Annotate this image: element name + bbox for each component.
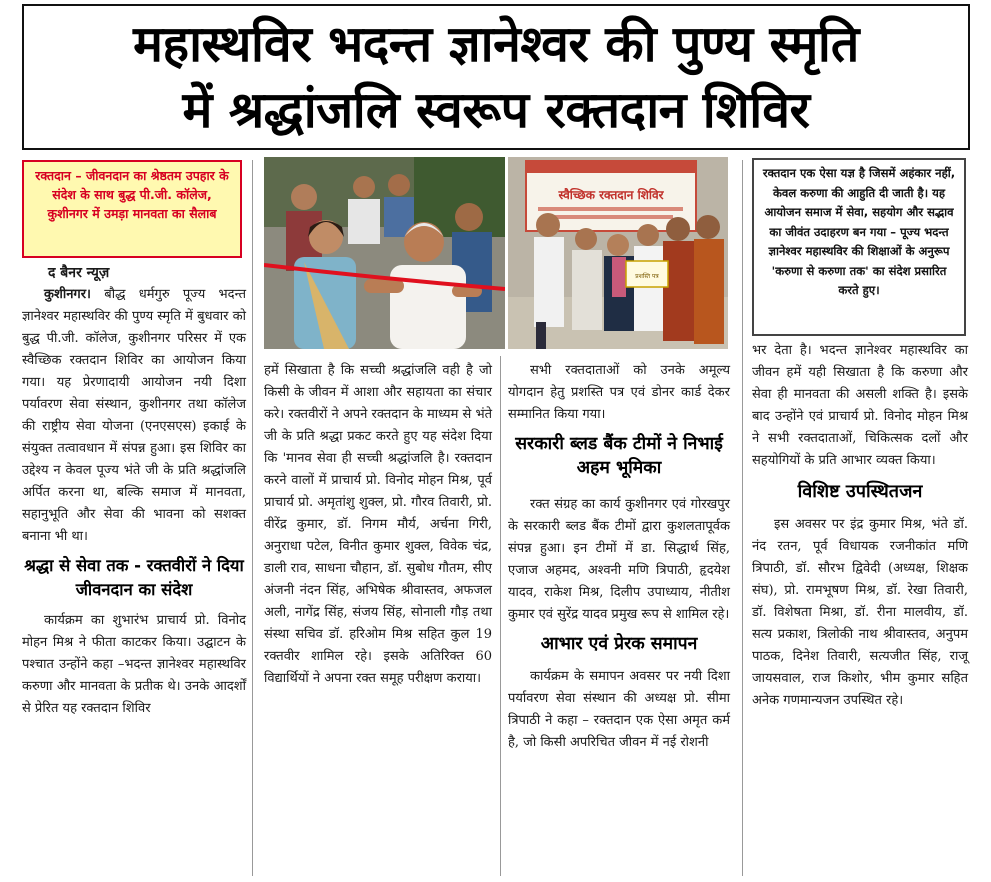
ribbon-cutting-photo (264, 157, 505, 349)
headline-box (22, 4, 970, 150)
column-4-para-1: भर देता है। भदन्त ज्ञानेश्वर महास्थविर का जीवन हमें यही सिखाता है कि करुणा और सेवा ही मानवता की असली शक्ति है। इसके बाद उन्होंने एवं प्राचार्य प्रो. विनोद मोहन मिश्र ने सभी रक्तदाताओं, चिकित्सक दलों और सहयोगियों के प्रति आभार व्यक्त किया। (752, 343, 968, 468)
column-3-para-3: कार्यक्रम के समापन अवसर पर नयी दिशा पर्यावरण सेवा संस्थान की अध्यक्ष प्रो. सीमा त्रिपाठी ने कहा – रक्तदान एक ऐसा अमृत कर्म है, जो किसी अपरिचित जीवन में नई रोशनी (508, 669, 730, 750)
certificate-text: प्रशस्ति पत्र (635, 273, 659, 280)
column-1-para-2: कार्यक्रम का शुभारंभ प्राचार्य प्रो. विनोद मोहन मिश्र ने फीता काटकर किया। उद्घाटन के पश्चात उन्होंने कहा –भदन्त ज्ञानेश्वर महास्थविर करुणा और मानवता के प्रतीक थे। उनके आदर्शों से प्रेरित यह रक्तदान शिविर (22, 613, 246, 716)
quote-box (752, 158, 966, 336)
column-4-para-2: इस अवसर पर इंद्र कुमार मिश्र, भंते डॉ. नंद रतन, पूर्व विधायक रजनीकांत मणि त्रिपाठी, डॉ. सौरभ द्विवेदी (अध्यक्ष, शिक्षक संघ), प्रो. रामभूषण मिश्र, डॉ. रेखा तिवारी, डॉ. विशेषता मिश्रा, डॉ. रीना मालवीय, डॉ. सत्य प्रकाश, त्रिलोकी नाथ श्रीवास्तव, अनुपम पाठक, दिनेश तिवारी, सत्यजीत सिंह, राजू जायसवाल, राज किशोर, भीम कुमार सहित अनेक गणमान्यजन उपस्थित रहे। (752, 517, 968, 708)
headline-line-1: महास्थविर भदन्त ज्ञानेश्वर की पुण्य स्मृति (133, 15, 859, 73)
column-3-para-2: रक्त संग्रह का कार्य कुशीनगर एवं गोरखपुर के सरकारी ब्लड बैंक टीमों द्वारा कुशलतापूर्वक संपन्न हुआ। इन टीमों में डा. सिद्धार्थ सिंह, एजाज अहमद, अश्वनी मणि त्रिपाठी, हृदयेश यादव, राकेश मिश्र, दिलीप उपाध्याय, नीतीश कुमार एवं सुरेंद्र यादव प्रमुख रूप से शामिल रहे। (508, 497, 730, 622)
column-3-para-1: सभी रक्तदाताओं को उनके अमूल्य योगदान हेतु प्रशस्ति पत्र एवं डोनर कार्ड देकर सम्मानित किया गया। (508, 363, 730, 422)
column-rule (500, 356, 501, 876)
certificate-presentation-photo (508, 157, 728, 349)
column-2 (264, 360, 492, 690)
subheadline-text: रक्तदान – जीवनदान का श्रेष्ठतम उपहार के संदेश के साथ बुद्ध पी.जी. कॉलेज, कुशीनगर में उमड़ा मानवता का सैलाब (35, 168, 229, 221)
column-4-heading: विशिष्ट उपस्थितजन (797, 481, 923, 502)
quote-text: रक्तदान एक ऐसा यज्ञ है जिसमें अहंकार नहीं, केवल करुणा की आहुति दी जाती है। यह आयोजन समाज में सेवा, सहयोग और सद्भाव का जीवंत उदाहरण बन गया – पूज्य भदन्त ज्ञानेश्वर महास्थविर की शिक्षाओं के अनुरूप 'करुणा से करुणा तक' का संदेश प्रसारित करते हुए। (762, 166, 956, 297)
column-rule (742, 160, 743, 876)
column-1-para-1 (22, 284, 246, 548)
column-4 (752, 340, 968, 712)
column-1-heading: श्रद्धा से सेवा तक - रक्तवीरों ने दिया जीवनदान का संदेश (24, 556, 244, 599)
column-1-para-1-text: बौद्ध धर्मगुरु पूज्य भदन्त ज्ञानेश्वर महास्थविर की पुण्य स्मृति में बुधवार को बुद्ध पी.जी. कॉलेज, कुशीनगर परिसर में एक स्वैच्छिक रक्तदान शिविर का आयोजन किया गया। यह प्रेरणादायी आयोजन नयी दिशा पर्यावरण सेवा संस्थान, कुशीनगर तथा कॉलेज की राष्ट्रीय सेवा योजना (एनएसएस) इकाई के संयुक्त तत्वावधान में संपन्न हुआ। इस शिविर का उद्देश्य न केवल पूज्य भंते जी के प्रति श्रद्धांजलि अर्पित करना था, बल्कि समाज में मानवता, सहानुभूति और सेवा की भावना को सशक्त बनाना भी था। (22, 287, 246, 544)
banner-title: स्वैच्छिक रक्तदान शिविर (558, 188, 664, 202)
column-3-heading-2: आभार एवं प्रेरक समापन (540, 634, 698, 654)
byline: द बैनर न्यूज़ (48, 265, 110, 281)
subheadline-box (22, 160, 242, 258)
column-1 (22, 262, 246, 720)
headline-line-2: में श्रद्धांजलि स्वरूप रक्तदान शिविर (182, 81, 810, 139)
column-3 (508, 360, 730, 754)
dateline: कुशीनगर। (44, 287, 91, 302)
column-3-heading-1: सरकारी ब्लड बैंक टीमों ने निभाई अहम भूमिका (515, 434, 723, 478)
column-2-text: हमें सिखाता है कि सच्ची श्रद्धांजलि वही है जो किसी के जीवन में आशा और सहायता का संचार करे। रक्तवीरों ने अपने रक्तदान के माध्यम से भंते जी के प्रति श्रद्धा प्रकट करते हुए यह संदेश दिया कि 'मानव सेवा ही सच्ची श्रद्धांजलि है। रक्तदान करने वालों में प्राचार्य प्रो. विनोद मोहन मिश्र, पूर्व प्राचार्य प्रो. अमृतांशु शुक्ल, प्रो. गौरव तिवारी, प्रो. वीरेंद्र कुमार, डॉ. निगम मौर्य, अर्चना गिरी, अनुराधा पटेल, विनीत कुमार शुक्ल, विवेक चंद्र, डाली राव, साधना चौहान, डॉ. सुबोध गौतम, सीए अंजनी नंदन सिंह, अभिषेक श्रीवास्तव, अफजल अली, नागेंद्र सिंह, संजय सिंह, सोनाली गौड़ तथा संस्था सचिव डॉ. हरिओम मिश्र सहित कुल 19 रक्तवीर शामिल रहे। इसके अतिरिक्त 60 विद्यार्थियों ने अपना रक्त समूह परीक्षण कराया। (264, 363, 492, 686)
column-rule (252, 160, 253, 876)
